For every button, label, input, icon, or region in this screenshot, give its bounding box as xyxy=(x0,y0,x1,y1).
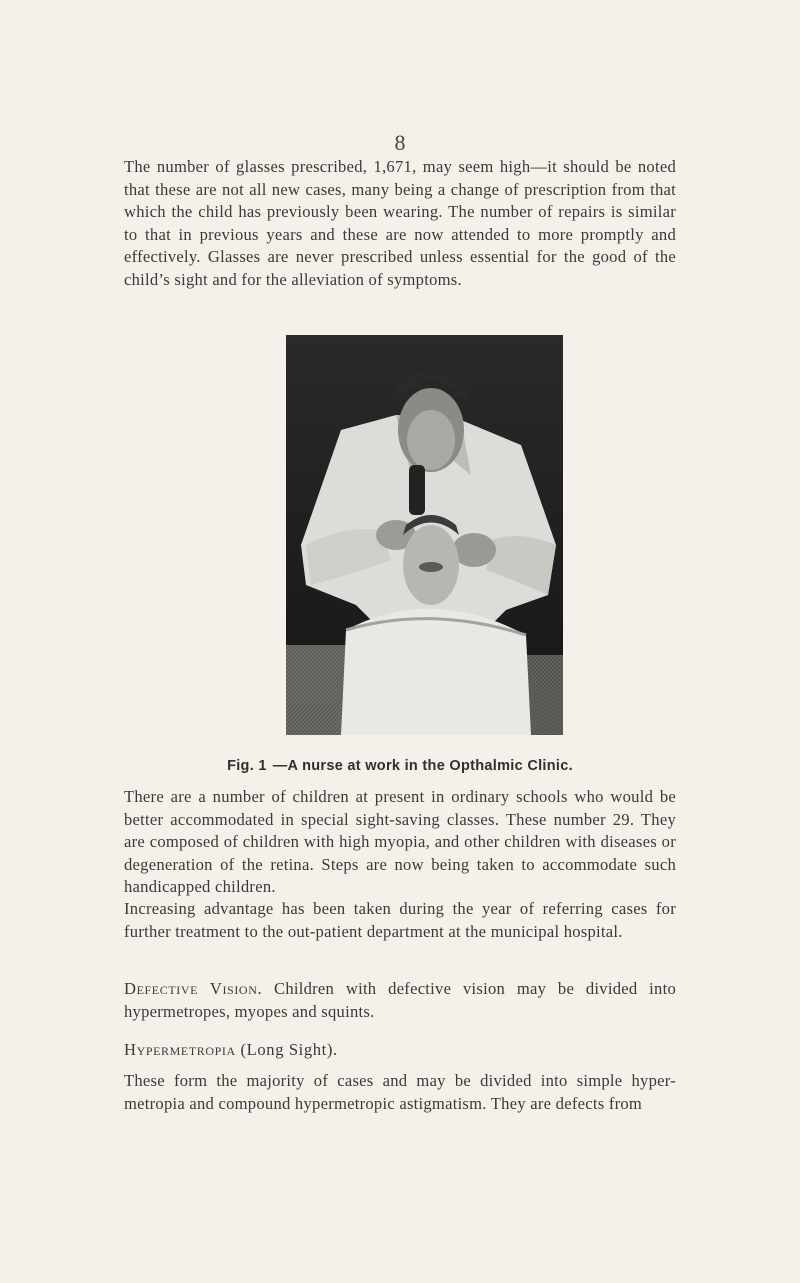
defective-vision-text: Children with defective vision may be divided into hypermetropes, myopes and squints. xyxy=(124,979,676,1021)
hypermetropia-heading: Hypermetropia xyxy=(124,1040,236,1059)
page-number: 8 xyxy=(394,130,406,155)
defective-vision-heading: Defective Vision. xyxy=(124,979,263,998)
paragraph-glasses-prescribed: The number of glasses prescribed, 1,671, may seem high—it should be noted that these are not all new cases, many being a change of prescription from that which the child has previously been wearing. The number of repairs is similar to that in previous years and these are now attended to more promptly and effectively. Glasses are never prescribed unless essential for the good of the child’s sight and for the alleviation of symptoms. xyxy=(124,157,676,289)
figure-caption xyxy=(0,758,800,774)
paragraph-sight-saving-classes: There are a number of children at present in ordinary schools who would be better accommodated in special sight-saving classes. These number 29. They are composed of children with high myopia, and other children with diseases or degeneration of the retina. Steps are now being taken to accommodate such handicapped children. xyxy=(124,787,676,897)
figure-caption-text: —A nurse at work in the Opthalmic Clinic. xyxy=(272,758,573,774)
figure-label: Fig. 1 xyxy=(227,758,267,774)
paragraph-hypermetropia: These form the majority of cases and may be divided into simple hyper-metropia and compound hypermetropic astigmatism. They are defects from xyxy=(124,1071,676,1113)
hypermetropia-subtitle: (Long Sight). xyxy=(235,1040,338,1059)
paragraph-referrals: Increasing advantage has been taken during the year of referring cases for further treatment to the out-patient department at the municipal hospital. xyxy=(124,899,676,941)
nurse-photo-illustration xyxy=(286,335,563,735)
section-heading-hypermetropia xyxy=(124,1040,338,1060)
paragraph-defective-vision xyxy=(124,978,676,1023)
clinic-photograph xyxy=(286,335,563,735)
